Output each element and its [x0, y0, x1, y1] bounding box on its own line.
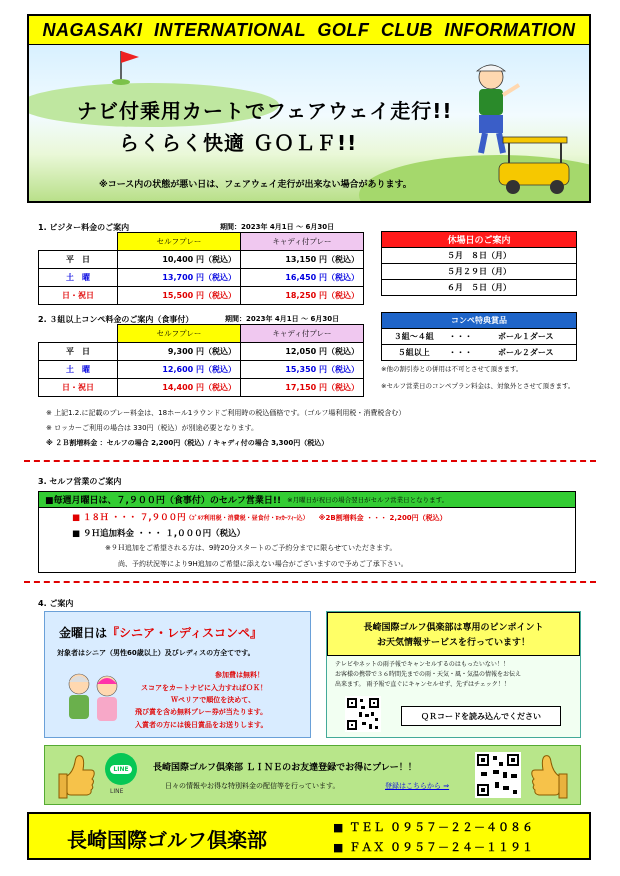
day-label: 土 曜	[39, 269, 118, 287]
closed-date: ５月２９日（月）	[382, 264, 577, 280]
fee-self: 10,400 円（税込）	[118, 251, 241, 269]
self-2b-fee: ※2B割増料金 ・・・ 2,200円（税込）	[318, 514, 447, 522]
col-caddy: キャディ付プレー	[241, 233, 364, 251]
col-self: セルフプレー	[118, 325, 241, 343]
day-label: 土 曜	[39, 361, 118, 379]
fee-note: ※ 上記1.2.に記載のプレー料金は、18ホール1ラウンドご利用時の税込価格です。（ゴルフ場利用税・消費税含む）	[46, 409, 406, 417]
fee-self: 14,400 円（税込）	[118, 379, 241, 397]
fee-caddy: 12,050 円（税込）	[241, 343, 364, 361]
day-label: 日・祝日	[39, 379, 118, 397]
hero-banner	[27, 45, 591, 203]
guide-title: 4. ご案内	[38, 599, 74, 608]
line-register-link[interactable]: 登録はこちらから ⇒	[385, 782, 450, 790]
thumbs-up-icon	[53, 750, 95, 802]
table-row	[39, 251, 364, 269]
line-friend-band	[44, 745, 581, 805]
self-day-banner-note: ※月曜日が祝日の場合翌日がセルフ営業日となります。	[287, 496, 449, 504]
fee-caddy: 15,350 円（税込）	[241, 361, 364, 379]
compe-fee-table	[38, 324, 364, 397]
table-row	[39, 361, 364, 379]
closed-days-table	[381, 231, 577, 296]
senior-line: 参加費は無料！	[215, 671, 264, 679]
self-9h-note-2: 尚、予約状況等により9H追加のご希望に添えない場合がございますので予めご了承下さい。	[118, 560, 408, 568]
weather-header	[327, 612, 580, 656]
senior-couple-illustration	[55, 664, 135, 734]
line-qr-code[interactable]	[475, 752, 521, 798]
fee-caddy: 13,150 円（税込）	[241, 251, 364, 269]
hero-note: ※コース内の状態が悪い日は、フェアウェイ走行が出来ない場合があります。	[99, 180, 412, 190]
fee-self: 9,300 円（税込）	[118, 343, 241, 361]
fee-caddy: 18,250 円（税込）	[241, 287, 364, 305]
col-caddy: キャディ付プレー	[241, 325, 364, 343]
line-subtext: 日々の情報やお得な特別料金の配信等を行っています。	[165, 782, 340, 790]
hero-headline-2: らくらく快適 ＧＯＬＦ!!	[119, 131, 358, 155]
weather-qr-code[interactable]	[345, 696, 381, 732]
line-logo-text: LINE	[110, 765, 131, 774]
club-name: 長崎国際ゴルフ倶楽部	[67, 828, 267, 852]
senior-line: Ｗペリアで順位を決めて、	[171, 696, 256, 704]
table-row	[39, 269, 364, 287]
divider	[24, 460, 596, 462]
compe-period: 期間：2023年 4月1日 ～ 6月30日	[225, 315, 340, 323]
fee-self: 13,700 円（税込）	[118, 269, 241, 287]
senior-title-event: 『シニア・レディスコンペ』	[107, 626, 263, 640]
weather-body-line: 出来ます。 雨予報で直ぐにキャンセルせず、先ずはチェック！！	[335, 681, 510, 688]
tel-number[interactable]: ■ ＴＥＬ ０９５７－２２－４０８６	[333, 821, 535, 834]
table-row	[39, 343, 364, 361]
footer	[27, 812, 591, 860]
senior-title	[59, 624, 262, 641]
senior-line: スコアをカートナビに入力すればＯＫ！	[141, 684, 267, 692]
weather-header-line-2: お天気情報サービスを行っています！	[376, 638, 530, 648]
day-label: 平 日	[39, 343, 118, 361]
header-banner	[27, 14, 591, 46]
senior-line: 飛び賞を含め無料プレー券が当たります。	[135, 708, 268, 716]
fee-self: 15,500 円（税込）	[118, 287, 241, 305]
senior-subtitle: 対象者はシニア（男性60歳以上）及びレディスの方全てです。	[57, 649, 255, 657]
self-9h-note: ※９Ｈ追加をご希望される方は、9時20分スタートのご予約分までに限らせていただきます。	[105, 544, 397, 552]
fee-note: ※ ２Ｂ割増料金 ：セルフの場合 2,200円（税込）/ キャディ付の場合 3,300円（税込）	[46, 439, 329, 447]
visitor-period: 期間：2023年 4月1日 ～ 6月30日	[220, 223, 335, 231]
prize-item: ボール２ダース	[498, 348, 554, 357]
visitor-fee-table	[38, 232, 364, 305]
hero-headline-1: ナビ付乗用カートでフェアウェイ走行!!	[77, 99, 453, 123]
line-headline: 長崎国際ゴルフ倶楽部 ＬＩＮＥのお友達登録でお得にプレー！！	[153, 763, 417, 773]
self-day-banner	[38, 491, 576, 508]
qr-scan-button[interactable]: ＱＲコードを読み込んでください	[401, 706, 561, 726]
header-title: NAGASAKI INTERNATIONAL GOLF CLUB INFORMATION	[42, 19, 576, 40]
prize-title: コンペ特典賞品	[382, 313, 577, 329]
thumbs-up-icon	[531, 750, 573, 802]
self-18h-price: ■ １８Ｈ ・・・ ７,９００円	[72, 513, 186, 523]
fax-number: ■ ＦＡＸ ０９５７－２４－１１９１	[333, 841, 535, 854]
closed-days-title: 休場日のご案内	[382, 232, 577, 248]
line-logo-icon[interactable]	[105, 753, 137, 785]
prize-item: ボール１ダース	[498, 332, 554, 341]
divider	[24, 581, 596, 583]
col-self: セルフプレー	[118, 233, 241, 251]
fee-caddy: 16,450 円（税込）	[241, 269, 364, 287]
prize-groups: ５組以上	[397, 348, 430, 357]
senior-title-day: 金曜日は	[59, 626, 108, 640]
closed-date: ５月 ８日（月）	[382, 248, 577, 264]
self-9h-line: ■ ９Ｈ追加料金 ・・・ １,０００円（税込）	[72, 529, 246, 539]
prize-dots: ・・・	[448, 332, 473, 341]
weather-body	[335, 660, 521, 690]
compe-fee-title: 2. ３組以上コンペ料金のご案内（食事付）	[38, 315, 194, 324]
day-label: 日・祝日	[39, 287, 118, 305]
self-day-banner-text: ■毎週月曜日は、７,９００円（食事付）のセルフ営業日!!	[45, 496, 282, 506]
self-18h-line	[72, 511, 447, 523]
table-row	[39, 287, 364, 305]
fee-note: ※ ロッカーご利用の場合は 330円（税込）が別途必要となります。	[46, 424, 258, 432]
senior-ladies-box	[44, 611, 311, 738]
table-row	[39, 379, 364, 397]
self-day-title: 3. セルフ営業のご案内	[38, 477, 122, 486]
weather-body-line: テレビやネットの雨予報でキャンセルするのはもったいない！！	[335, 661, 509, 668]
weather-body-line: お客様の携帯で３６時間先までの雨・天気・風・気温の情報をお伝え	[335, 671, 522, 678]
prize-dots: ・・・	[448, 348, 473, 357]
closed-date: ６月 ５日（月）	[382, 280, 577, 296]
prize-note-1: ※他の割引券との併用は不可とさせて頂きます。	[381, 365, 523, 373]
senior-line: 入賞者の方には後日賞品をお送りします。	[135, 721, 268, 729]
weather-service-box	[326, 611, 581, 738]
self-18h-includes: （ｺﾞﾙﾌ利用税・消費税・昼食付・ﾛｯｶｰﾌｨｰ込）	[185, 515, 309, 522]
prize-table	[381, 312, 577, 361]
day-label: 平 日	[39, 251, 118, 269]
visitor-fee-title: 1. ビジター料金のご案内	[38, 223, 130, 232]
line-logo-caption: LINE	[110, 788, 124, 795]
prize-groups: ３組～４組	[393, 332, 434, 341]
fee-self: 12,600 円（税込）	[118, 361, 241, 379]
weather-header-line-1: 長崎国際ゴルフ倶楽部は専用のピンポイント	[363, 623, 544, 633]
fee-caddy: 17,150 円（税込）	[241, 379, 364, 397]
prize-note-2: ※セルフ営業日のコンペプラン料金は、対象外とさせて頂きます。	[381, 382, 575, 390]
